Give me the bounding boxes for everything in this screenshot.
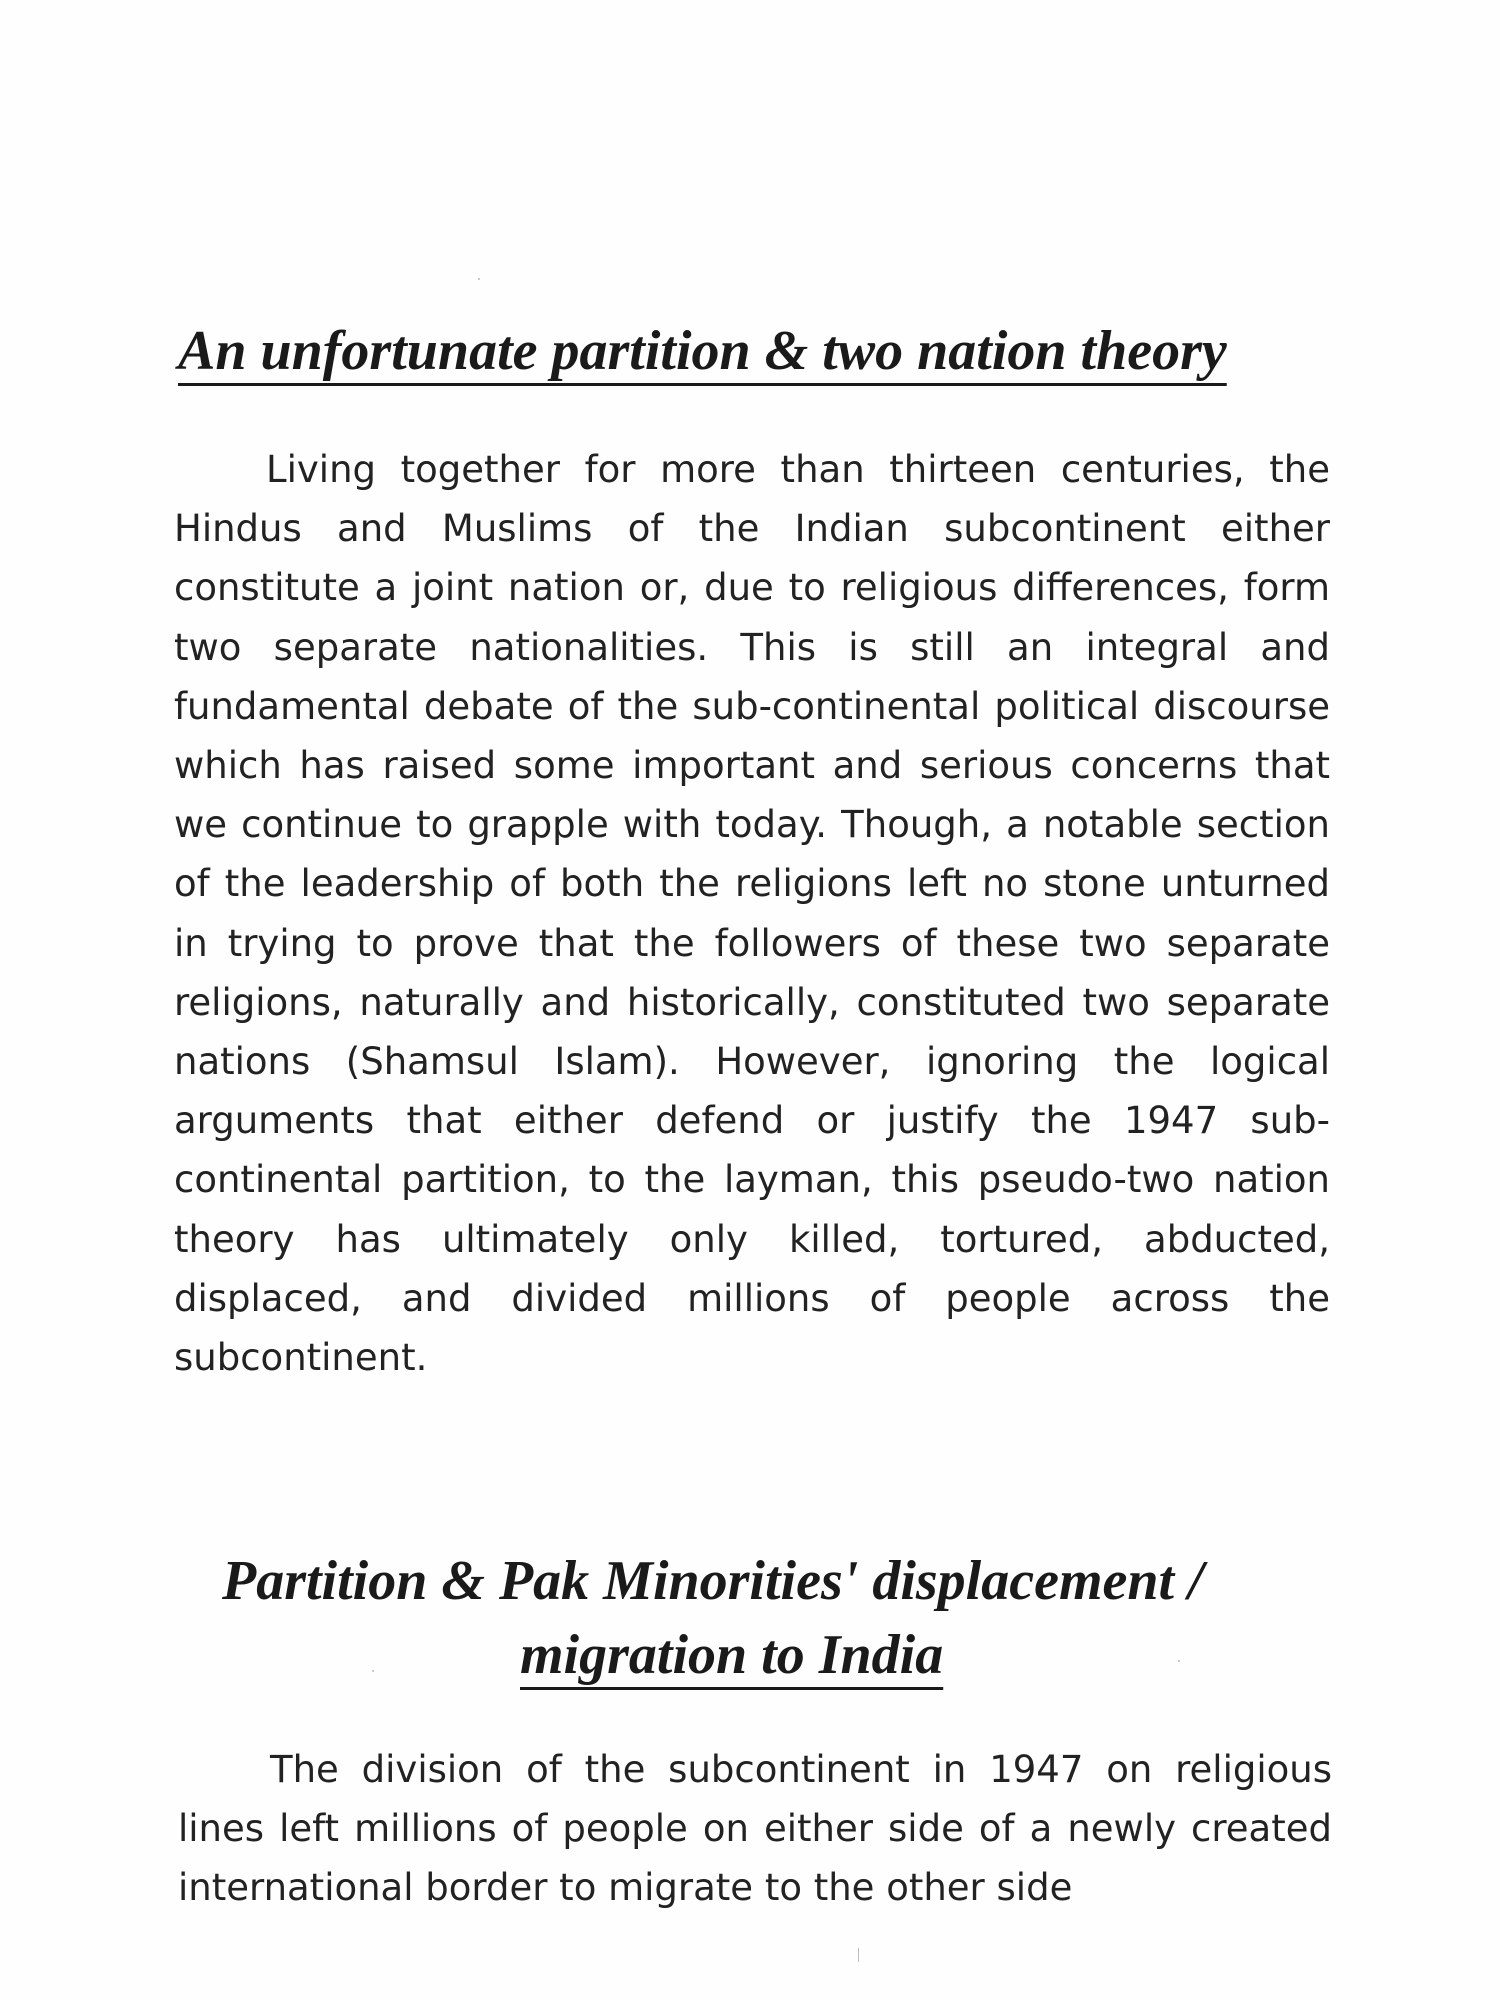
section-heading-partition-two-nation-theory: An unfortunate partition & two nation theory: [178, 320, 1227, 382]
paragraph-two-nation-theory: Living together for more than thirteen centuries, the Hindus and Muslims of the Indian subcontinent either constitute a joint nation or, due to religious differences, form two separate nationalities. This is still an integral and fundamental debate of the sub-continental political discourse which has raised some important and serious concerns that we continue to grapple with today. Though, a notable section of the leadership of both the religions left no stone unturned in trying to prove that the followers of these two separate religions, naturally and historically, constituted two separate nations (Shamsul Islam). However, ignoring the logical arguments that either defend or justify the 1947 sub-continental partition, to the layman, this pseudo-two nation theory has ultimately only killed, tortured, abducted, displaced, and divided millions of people across the subcontinent.: [174, 448, 1330, 1380]
section-heading-pak-minorities-line2: migration to India: [520, 1624, 944, 1686]
paragraph-partition-migration: The division of the subcontinent in 1947 on religious lines left millions of people on either side of a newly created international border to migrate to the other side: [178, 1748, 1332, 1910]
scan-speck: [478, 278, 480, 280]
section-heading-pak-minorities-line1: Partition & Pak Minorities' displacement /: [222, 1550, 1204, 1612]
scan-speck: [372, 1670, 374, 1672]
scan-speck: [1178, 1660, 1180, 1662]
scan-speck: [858, 1948, 859, 1962]
